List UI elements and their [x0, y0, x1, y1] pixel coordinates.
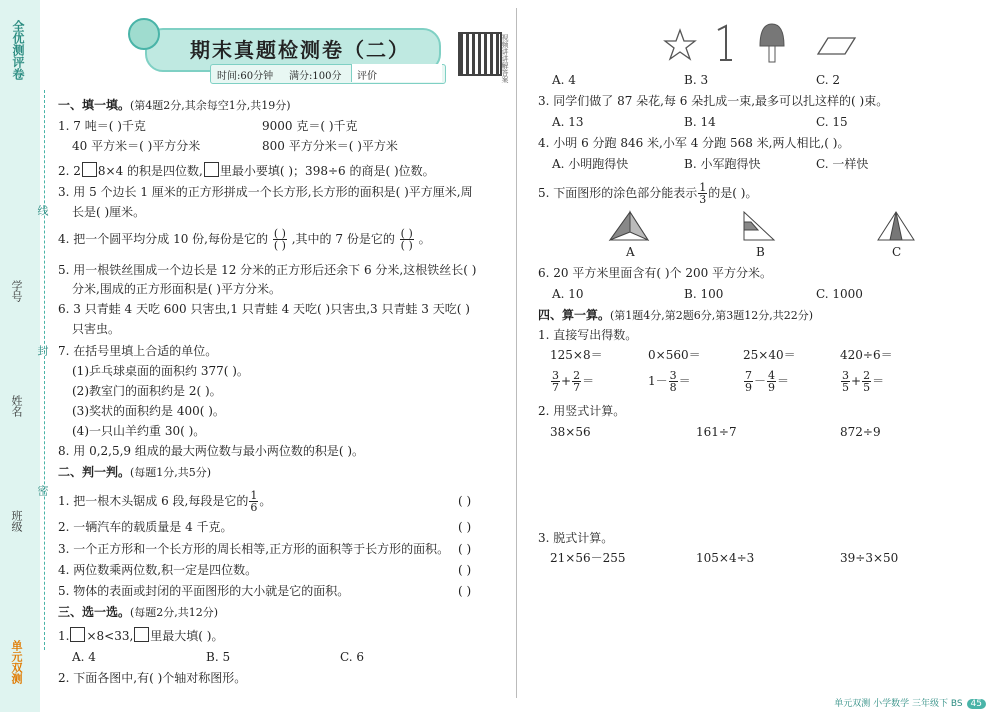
judge-4: 4. 两位数乘两位数,积一定是四位数。 [58, 563, 258, 577]
planet-icon [128, 18, 160, 50]
symmetry-figures [650, 20, 860, 70]
choice-1-option-a: A. 4 [72, 650, 96, 664]
q6-line-1: 6. 3 只青蛙 4 天吃 600 只害虫,1 只青蛙 4 天吃( )只害虫,3 只青蛙 3 天吃( ) [58, 302, 470, 316]
qr-caption: 视频讲讲解答案 [501, 34, 509, 83]
calc-3-title: 3. 脱式计算。 [538, 531, 614, 545]
calc-2-item: 161÷7 [696, 425, 737, 439]
digit-one-icon [718, 26, 732, 60]
q6-line-2: 只害虫。 [72, 322, 121, 336]
seal-char-1: 线 [36, 205, 49, 216]
q3-line-2: 长是( )厘米。 [72, 205, 146, 219]
choice-3: 3. 同学们做了 87 朵花,每 6 朵扎成一束,最多可以扎这样的( )束。 [538, 94, 889, 108]
calc-1-item: 420÷6＝ [840, 348, 893, 362]
calc-2-item: 38×56 [550, 425, 591, 439]
exam-info-bar [210, 64, 446, 84]
fraction: $\frac{1}{3}$ [699, 181, 707, 206]
choice-2-option-b: B. 3 [684, 73, 709, 87]
calc-1-item: 0×560＝ [648, 348, 701, 362]
calc-3-item: 105×4÷3 [696, 551, 755, 565]
footer-text: 单元双测 小学数学 三年级下 BS [834, 699, 963, 709]
choice-1-option-b: B. 5 [206, 650, 231, 664]
seal-char-3: 密 [36, 485, 49, 496]
choice-6-option-c: C. 1000 [816, 287, 863, 301]
choice-1: 1. ×8<33, 里最大填( )。 [58, 629, 224, 643]
judge-answer-5[interactable]: ( ) [458, 584, 472, 598]
calc-3-item: 21×56－255 [550, 551, 626, 565]
page-number: 45 [967, 699, 986, 709]
q1-c: 40 平方米＝( )平方分米 [72, 139, 201, 153]
choice-1-option-c: C. 6 [340, 650, 365, 664]
field-name: 姓名 [10, 395, 23, 417]
triangle-b-label: B [756, 245, 765, 259]
fraction: $\frac{1}{6}$ [250, 489, 258, 514]
choice-6-option-a: A. 10 [552, 287, 584, 301]
calc-1-title: 1. 直接写出得数。 [538, 328, 638, 342]
q7-3: (3)奖状的面积约是 400( )。 [72, 404, 225, 418]
answer-box [82, 162, 97, 177]
section-4-heading: 四、算一算。(第1题4分,第2题6分,第3题12分,共22分) [538, 308, 814, 322]
q7: 7. 在括号里填上合适的单位。 [58, 344, 218, 358]
triangle-b [744, 212, 774, 240]
calc-1-fraction-item: $\frac{3}{7}$ + $\frac{2}{7}$ ＝ [552, 369, 595, 394]
triangle-c-label: C [892, 245, 902, 259]
triangle-a [610, 212, 648, 240]
choice-4: 4. 小明 6 分跑 846 米,小军 4 分跑 568 米,两人相比,( )。 [538, 136, 850, 150]
choice-3-option-b: B. 14 [684, 115, 716, 129]
answer-box [70, 627, 85, 642]
q7-1: (1)乒乓球桌面的面积约 377( )。 [72, 364, 249, 378]
choice-4-option-a: A. 小明跑得快 [552, 157, 629, 171]
triangle-figures [600, 208, 930, 258]
q5-line-2: 分米,围成的正方形面积是( )平方分米。 [72, 282, 281, 296]
q8: 8. 用 0,2,5,9 组成的最大两位数与最小两位数的积是( )。 [58, 444, 365, 458]
choice-5: 5. 下面图形的涂色部分能表示 $\frac{1}{3}$ 的是( )。 [538, 181, 758, 206]
choice-2-option-c: C. 2 [816, 73, 841, 87]
popsicle-icon [760, 24, 784, 46]
choice-6: 6. 20 平方米里面含有( )个 200 平方分米。 [538, 266, 773, 280]
field-student-id: 学号 [10, 280, 23, 302]
page-title: 期末真题检测卷（二） [190, 38, 410, 62]
calc-1-fraction-item: 1－ $\frac{3}{8}$ ＝ [648, 369, 691, 394]
calc-1-fraction-item: $\frac{3}{5}$ + $\frac{2}{5}$ ＝ [842, 369, 885, 394]
time-label: 时间:60分钟 [217, 71, 274, 82]
score-label: 满分:100分 [289, 71, 342, 82]
calc-1-fraction-item: $\frac{7}{9}$ － $\frac{4}{9}$ ＝ [745, 369, 790, 394]
fraction: $\frac{( )}{( )}$ [400, 227, 413, 252]
judge-2: 2. 一辆汽车的载质量是 4 千克。 [58, 520, 233, 534]
seal-line [44, 90, 45, 650]
choice-4-option-b: B. 小军跑得快 [684, 157, 761, 171]
judge-5: 5. 物体的表面或封闭的平面图形的大小就是它的面积。 [58, 584, 350, 598]
q3-line-1: 3. 用 5 个边长 1 厘米的正方形拼成一个长方形,长方形的面积是( )平方厘米,周 [58, 185, 473, 199]
choice-2-option-a: A. 4 [552, 73, 576, 87]
choice-6-option-b: B. 100 [684, 287, 724, 301]
calc-1-item: 25×40＝ [743, 348, 796, 362]
triangle-a-label: A [626, 245, 635, 259]
section-3-heading: 三、选一选。(每题2分,共12分) [58, 605, 219, 619]
judge-answer-4[interactable]: ( ) [458, 563, 472, 577]
q5-line-1: 5. 用一根铁丝围成一个边长是 12 分米的正方形后还余下 6 分米,这根铁丝长( ) [58, 263, 477, 277]
fraction: $\frac{( )}{( )}$ [273, 227, 286, 252]
field-class: 班级 [10, 510, 23, 532]
q1-d: 800 平方分米＝( )平方米 [262, 139, 398, 153]
section-1-heading: 一、填一填。(第4题2分,其余每空1分,共19分) [58, 98, 291, 112]
star-icon [665, 30, 695, 59]
q2: 2. 2 8×4 的积是四位数, 里最小要填( )；398÷6 的商是( )位数。 [58, 164, 435, 178]
calc-1-item: 125×8＝ [550, 348, 603, 362]
popsicle-stick [769, 46, 775, 62]
q1-a: 1. 7 吨＝( )千克 [58, 119, 146, 133]
choice-4-option-c: C. 一样快 [816, 157, 869, 171]
answer-box [204, 162, 219, 177]
column-divider [516, 8, 517, 698]
q4: 4. 把一个圆平均分成 10 份,每份是它的 $\frac{( )}{( )}$ ,其中的 7 份是它的 $\frac{( )}{( )}$ 。 [58, 227, 431, 252]
q1-b: 9000 克＝( )千克 [262, 119, 358, 133]
judge-1: 1. 把一根木头锯成 6 段,每段是它的 $\frac{1}{6}$ 。 [58, 489, 272, 514]
judge-3: 3. 一个正方形和一个长方形的周长相等,正方形的面积等于长方形的面积。 [58, 542, 450, 556]
seal-char-2: 封 [36, 345, 49, 356]
answer-box [134, 627, 149, 642]
judge-answer-3[interactable]: ( ) [458, 542, 472, 556]
choice-3-option-c: C. 15 [816, 115, 848, 129]
brand-label: 全优测评卷 [11, 20, 25, 80]
judge-answer-2[interactable]: ( ) [458, 520, 472, 534]
q7-2: (2)教室门的面积约是 2( )。 [72, 384, 222, 398]
q7-4: (4)一只山羊约重 30( )。 [72, 424, 206, 438]
margin-logo: 单元双测 [10, 640, 23, 684]
section-2-heading: 二、判一判。(每题1分,共5分) [58, 465, 212, 479]
grade-label: 评价 [357, 71, 377, 82]
parallelogram-icon [818, 38, 855, 54]
page-footer [834, 696, 986, 709]
calc-3-item: 39÷3×50 [840, 551, 899, 565]
binding-margin [0, 0, 40, 712]
triangle-c [878, 212, 914, 240]
qr-code-icon[interactable] [458, 32, 502, 76]
calc-2-item: 872÷9 [840, 425, 881, 439]
choice-2: 2. 下面各图中,有( )个轴对称图形。 [58, 671, 247, 685]
calc-2-title: 2. 用竖式计算。 [538, 404, 626, 418]
judge-answer-1[interactable]: ( ) [458, 494, 472, 508]
choice-3-option-a: A. 13 [552, 115, 584, 129]
